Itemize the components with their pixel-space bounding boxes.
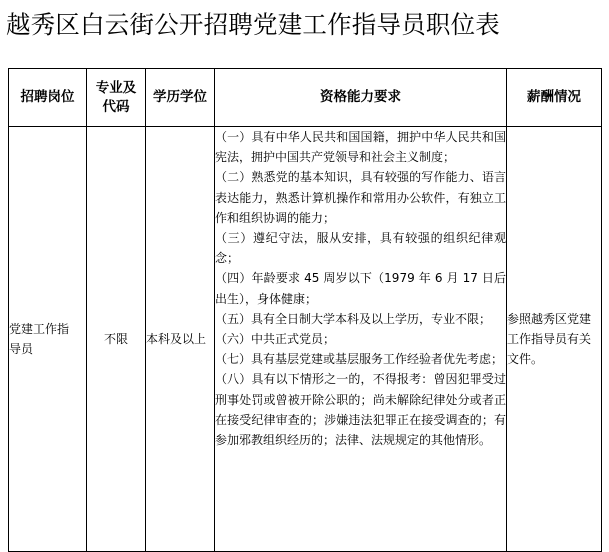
requirement-item: （四）年龄要求 45 周岁以下（1979 年 6 月 17 日后出生），身体健康； [215,271,506,306]
cell-requirements [215,127,507,552]
header-position: 招聘岗位 [9,69,87,127]
requirement-item: （二）熟悉党的基本知识，具有较强的写作能力、语言表达能力，熟悉计算机操作和常用办公软件，有独立工作和组织协调的能力； [215,170,506,225]
header-education: 学历学位 [146,69,215,127]
requirement-item: （五）具有全日制大学本科及以上学历，专业不限； [215,311,492,326]
header-salary: 薪酬情况 [507,69,602,127]
header-major-line2: 代码 [102,98,130,115]
position-line1: 党建工作指 [9,321,70,336]
requirement-item: （六）中共正式党员； [215,332,336,347]
requirement-item: （七）具有基层党建或基层服务工作经验者优先考虑； [215,352,504,367]
cell-salary: 参照越秀区党建工作指导员有关文件。 [507,127,602,552]
job-table [8,68,602,552]
cell-education: 本科及以上 [146,127,215,552]
requirement-item: （一）具有中华人民共和国国籍，拥护中华人民共和国宪法，拥护中国共产党领导和社会主义制度； [215,130,506,165]
requirement-item: （八）具有以下情形之一的，不得报考：曾因犯罪受过刑事处罚或曾被开除公职的；尚未解除纪律处分或者正在接受纪律审查的；涉嫌违法犯罪正在接受调查的；有参加邪教组织经历的；法律、法规规定的其他情形。 [215,372,506,448]
cell-major: 不限 [87,127,146,552]
document-title: 越秀区白云街公开招聘党建工作指导员职位表 [6,10,500,39]
header-major [87,69,146,127]
position-line2: 导员 [9,342,34,356]
table-row [9,127,602,552]
requirement-item: （三）遵纪守法，服从安排，具有较强的组织纪律观念； [215,231,506,266]
cell-position [9,127,87,552]
header-requirements: 资格能力要求 [215,69,507,127]
table-header-row [9,69,602,127]
header-major-line1: 专业及 [95,79,137,96]
